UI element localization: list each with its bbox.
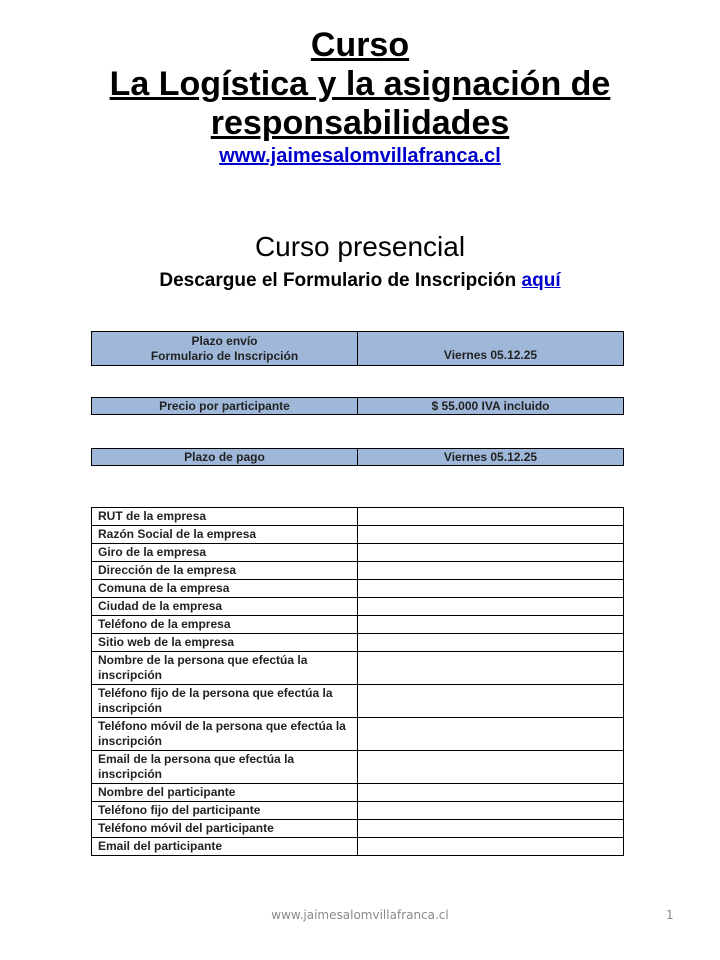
form-row-input[interactable]: [358, 598, 624, 616]
form-row-label: Teléfono fijo del participante: [92, 802, 358, 820]
form-row-input[interactable]: [358, 634, 624, 652]
form-row: [92, 751, 624, 784]
form-row: [92, 820, 624, 838]
deadline-table: [91, 331, 624, 366]
form-row-input[interactable]: [358, 751, 624, 784]
form-row: [92, 685, 624, 718]
form-row: [92, 562, 624, 580]
form-row: [92, 718, 624, 751]
form-row-input[interactable]: [358, 652, 624, 685]
form-row-input[interactable]: [358, 580, 624, 598]
price-table: [91, 397, 624, 415]
download-text: Descargue el Formulario de Inscripción: [159, 270, 522, 291]
form-row-input[interactable]: [358, 544, 624, 562]
form-row: [92, 616, 624, 634]
subtitle: Curso presencial: [254, 231, 466, 262]
form-row-label: Sitio web de la empresa: [92, 634, 358, 652]
form-row-label: Teléfono fijo de la persona que efectúa la inscripción: [92, 685, 358, 718]
title-line-3: responsabilidades: [210, 104, 510, 142]
deadline-value: Viernes 05.12.25: [358, 332, 624, 366]
payment-label: Plazo de pago: [92, 449, 358, 466]
form-row: [92, 598, 624, 616]
form-row: [92, 652, 624, 685]
deadline-label-1: Plazo envío: [191, 333, 258, 348]
payment-table: [91, 448, 624, 466]
deadline-label: [92, 332, 358, 366]
form-row-input[interactable]: [358, 718, 624, 751]
form-row: [92, 802, 624, 820]
form-row: [92, 838, 624, 856]
price-label: Precio por participante: [92, 398, 358, 415]
title-line-1: Curso: [310, 26, 410, 64]
form-row-input[interactable]: [358, 784, 624, 802]
form-row-label: Razón Social de la empresa: [92, 526, 358, 544]
form-row-label: Dirección de la empresa: [92, 562, 358, 580]
form-row-label: RUT de la empresa: [92, 508, 358, 526]
page-number: 1: [666, 908, 674, 922]
price-value: $ 55.000 IVA incluido: [358, 398, 624, 415]
form-row-label: Email del participante: [92, 838, 358, 856]
form-row-input[interactable]: [358, 802, 624, 820]
form-row-label: Nombre del participante: [92, 784, 358, 802]
registration-form-table: [91, 507, 624, 856]
form-row-input[interactable]: [358, 616, 624, 634]
title-line-2: La Logística y la asignación de: [109, 65, 611, 103]
footer-website: www.jaimesalomvillafranca.cl: [271, 908, 449, 922]
download-line: [0, 270, 720, 292]
form-row: [92, 784, 624, 802]
form-row-label: Nombre de la persona que efectúa la inscripción: [92, 652, 358, 685]
form-row-label: Email de la persona que efectúa la inscripción: [92, 751, 358, 784]
form-row-input[interactable]: [358, 685, 624, 718]
website-link[interactable]: www.jaimesalomvillafranca.cl: [219, 145, 501, 167]
form-row: [92, 526, 624, 544]
form-row: [92, 580, 624, 598]
form-row-input[interactable]: [358, 508, 624, 526]
payment-value: Viernes 05.12.25: [358, 449, 624, 466]
form-row-input[interactable]: [358, 820, 624, 838]
form-row: [92, 544, 624, 562]
form-row-input[interactable]: [358, 526, 624, 544]
form-row: [92, 508, 624, 526]
form-row-label: Comuna de la empresa: [92, 580, 358, 598]
form-row-input[interactable]: [358, 562, 624, 580]
form-row-label: Teléfono móvil del participante: [92, 820, 358, 838]
form-row-input[interactable]: [358, 838, 624, 856]
title-block: [0, 26, 720, 168]
form-row-label: Ciudad de la empresa: [92, 598, 358, 616]
form-row-label: Giro de la empresa: [92, 544, 358, 562]
form-row: [92, 634, 624, 652]
form-row-label: Teléfono de la empresa: [92, 616, 358, 634]
form-row-label: Teléfono móvil de la persona que efectúa la inscripción: [92, 718, 358, 751]
deadline-label-2: Formulario de Inscripción: [150, 348, 299, 363]
download-link[interactable]: aquí: [521, 270, 561, 291]
